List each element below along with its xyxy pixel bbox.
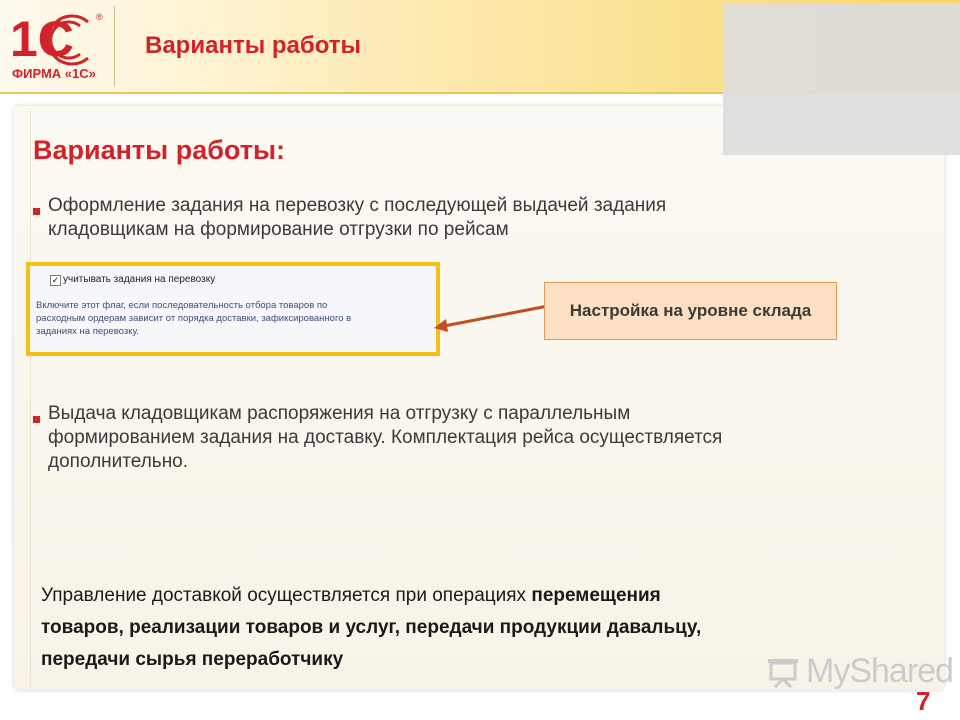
card-left-rule <box>30 110 31 690</box>
footer-bold-b: товаров, реализации товаров и услуг, передачи продукции давальцу, <box>41 617 702 638</box>
logo-registered-mark: ® <box>96 12 103 22</box>
logo-divider <box>114 6 115 86</box>
setting-checkbox-label: учитывать задания на перевозку <box>63 274 216 285</box>
setting-desc-line-1: Включите этот флаг, если последовательность отбора товаров по <box>36 300 328 311</box>
bullet-1 <box>48 194 666 242</box>
callout-box: Настройка на уровне склада <box>544 282 837 340</box>
1c-logo <box>8 8 108 84</box>
bullet-2-line-1: Выдача кладовщикам распоряжения на отгрузку с параллельным <box>48 403 631 424</box>
footer-normal-text: Управление доставкой осуществляется при операциях <box>41 585 532 606</box>
bullet-marker-2 <box>33 416 40 423</box>
footer-bold-a: перемещения <box>531 585 661 606</box>
logo-brand-text: 1С <box>10 11 74 67</box>
slide-title: Варианты работы: <box>33 135 285 165</box>
bullet-1-line-2: кладовщикам на формирование отгрузки по рейсам <box>48 219 509 240</box>
setting-desc-line-2: расходным ордерам зависит от порядка доставки, зафиксированного в <box>36 313 352 324</box>
corner-gray-block <box>723 3 960 155</box>
bullet-2 <box>48 402 722 474</box>
page-number: 7 <box>916 686 931 716</box>
callout-arrow <box>430 302 550 336</box>
bullet-marker-1 <box>33 208 40 215</box>
watermark-text: MyShared <box>806 652 953 690</box>
setting-checkbox[interactable]: ✓ <box>51 275 60 285</box>
setting-desc-line-3: заданиях на перевозку. <box>36 326 139 337</box>
logo-caption: ФИРМА «1С» <box>12 66 96 81</box>
presentation-icon <box>766 656 800 688</box>
bullet-2-line-2: формированием задания на доставку. Комплектация рейса осуществляется <box>48 427 723 448</box>
bullet-1-line-1: Оформление задания на перевозку с последующей выдачей задания <box>48 195 667 216</box>
bullet-2-line-3: дополнительно. <box>48 451 189 472</box>
footer-bold-c: передачи сырья переработчику <box>41 649 344 670</box>
setting-description <box>36 299 426 338</box>
setting-screenshot <box>26 262 440 356</box>
header-title: Варианты работы <box>145 32 361 59</box>
